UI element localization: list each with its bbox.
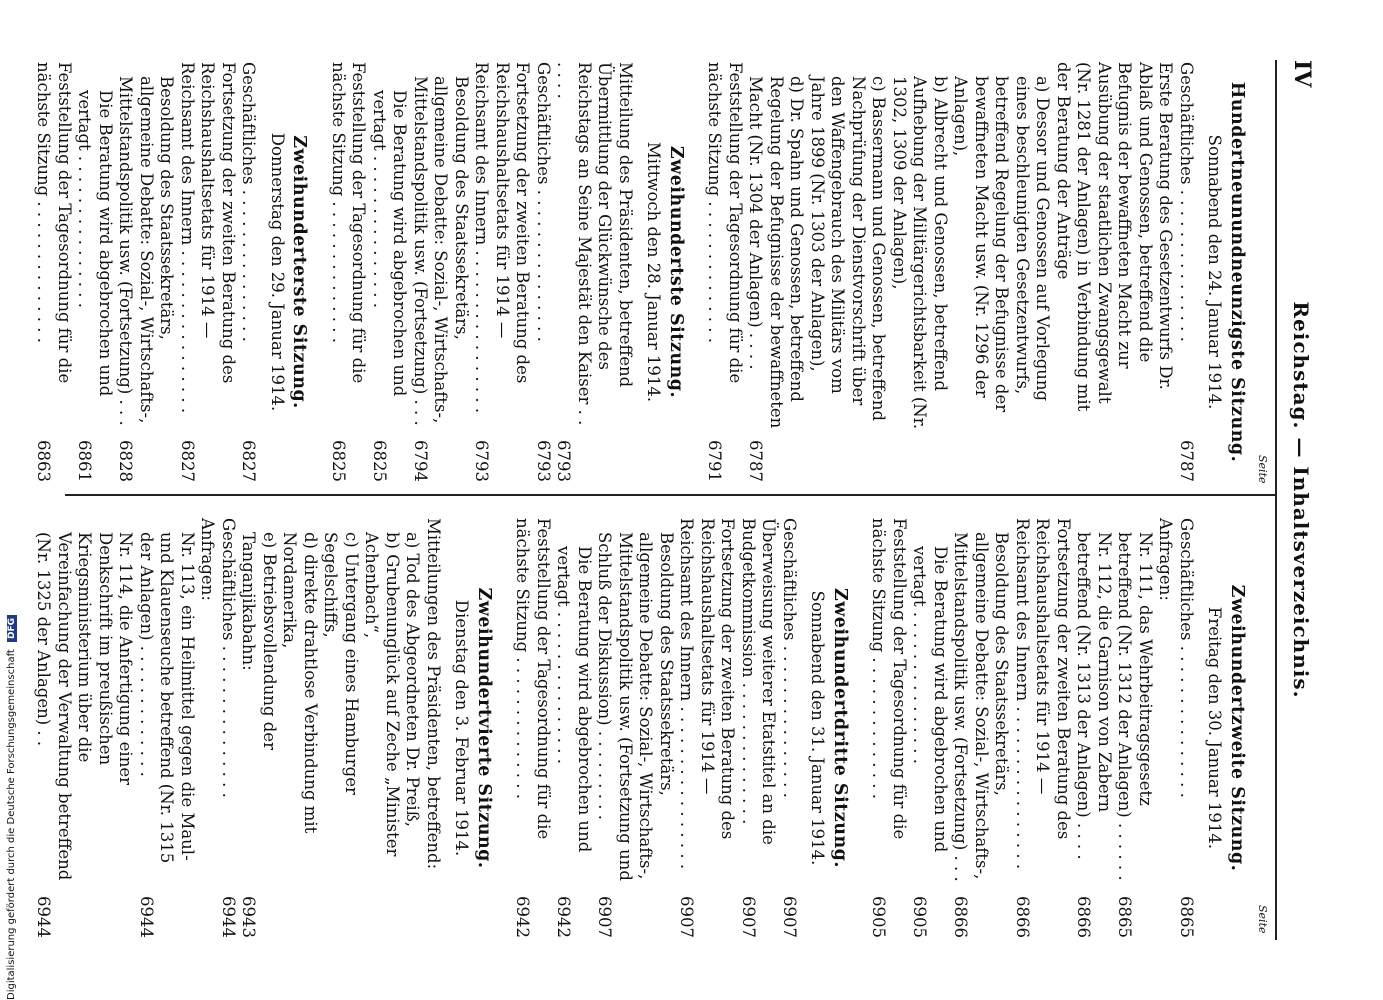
entry-text: Feststellung der Tagesordnung für die nächste Sitzung . . . . . . . . . . . . . . <box>869 518 909 840</box>
toc-entry <box>74 62 115 482</box>
toc-entry <box>471 62 533 482</box>
entry-page-number: 6905 <box>910 896 930 938</box>
entry-page-number: 6944 <box>34 896 54 938</box>
toc-entry <box>238 62 259 482</box>
entry-page-number: 6787 <box>1177 440 1196 482</box>
entry-text: Die Beratung wird abgebrochen und vertagt . . . . . . . . . . . . . . . <box>370 90 410 397</box>
toc-entry <box>177 62 239 482</box>
entry-page-number: 6907 <box>677 896 697 938</box>
entry-text: d) direkte drahtlose Verbindung mit Nordamerika, <box>280 532 320 834</box>
toc-entry <box>533 62 554 482</box>
toc-entry <box>238 518 279 938</box>
dfg-logo: DFG <box>7 615 17 642</box>
entry-text: Fortsetzung der zweiten Beratung des Reichshaushaltsetats für 1914 — Reichsamt des Innern . . . . . . . . . . . . . . . . <box>677 518 738 870</box>
entry-text: Nr. 111, das Wehrbeitragsgesetz betreffend (Nr. 1312 der Anlagen) . . . . . . <box>1115 532 1155 881</box>
toc-entry <box>950 518 1012 938</box>
entry-text: Besoldung des Staatssekretärs, allgemeine Debatte: Sozial-, Wirtschafts-, Mittelstandspolitik usw. (Fortsetzung) . . . <box>411 76 471 426</box>
entry-text: b) Grubenunglück auf Zeche „Minister Achenbach“, <box>362 532 402 857</box>
entry-page-number: 6863 <box>34 440 54 482</box>
session-block <box>328 62 687 482</box>
entry-page-number: 6787 <box>746 440 766 482</box>
entry-text: Geschäftliches . . . . . . . . . . . . . . . <box>239 62 259 342</box>
entry-page-number: 6907 <box>739 896 758 938</box>
entry-text: Geschäftliches . . . . . . . . . . . . . . . <box>219 518 238 798</box>
entry-page-number: 6866 <box>1013 896 1032 938</box>
entry-text: Geschäftliches . . . . . . . . . . . . . . . <box>1177 62 1196 342</box>
entry-text: a) Dessor und Genossen auf Vorlegung eines beschleunigten Gesetzentwurfs, betreffend Regelung der Befugnisse der bewaffneten Macht usw. (Nr. 1296 der Anlagen), <box>951 76 1053 413</box>
entry-text: Besoldung des Staatssekretärs, allgemeine Debatte: Sozial-, Wirtschafts-, Mittelstandspolitik usw. (Fortsetzung) . . . <box>116 76 177 426</box>
entry-text: Fortsetzung der zweiten Beratung des Reichshaushaltsetats für 1914 — Reichsamt des Innern . . . . . . . . . . . . . . . . <box>1013 518 1073 870</box>
entry-text: Geschäftliches . . . . . . . . . . . . . . . <box>1177 518 1196 798</box>
entry-text: Nr. 114, die Anfertigung einer Denkschrift im preußischen Kriegsministerium über die Vereinfachung der Verwaltung betreffend (Nr. 1325 der Anlagen) . . <box>34 532 136 881</box>
page-number: IV <box>1289 60 1315 88</box>
entry-page-number: 6793 <box>472 440 492 482</box>
entry-page-number: 6791 <box>705 440 725 482</box>
entry-text: d) Dr. Spahn und Genossen, betreffend Regelung der Befugnisse der bewaffneten Macht (Nr. 1304 der Anlagen) . . . . <box>746 76 807 429</box>
toc-entry <box>328 62 369 482</box>
toc-entry <box>738 518 779 938</box>
left-column <box>21 62 1265 482</box>
entry-text: b) Albrecht und Genossen, betreffend Aufhebung der Militärgerichtsbarkeit (Nr. 1302, 1309 der Anlagen), <box>890 76 950 430</box>
header-rule <box>1275 60 1277 940</box>
session-title: Zweihundertdritte Sitzung. <box>830 587 850 869</box>
entry-page-number: 6865 <box>1177 896 1196 938</box>
toc-entry <box>1176 518 1197 938</box>
session-block <box>704 62 1247 482</box>
toc-entry <box>33 62 74 482</box>
toc-entry <box>423 518 444 938</box>
seite-label-left: Seite <box>1256 455 1269 484</box>
entry-text: Feststellung der Tagesordnung für die nächste Sitzung . . . . . . . . . . . . . . <box>34 62 74 384</box>
toc-entry <box>950 62 1053 482</box>
entry-text: Fortsetzung der zweiten Beratung des Reichshaushaltsetats für 1914 — Reichsamt des Innern . . . . . . . . . . . . . . . . <box>178 62 238 414</box>
session-title: Zweihundertvierte Sitzung. <box>474 587 494 869</box>
toc-entry <box>1114 518 1155 938</box>
entry-page-number: 6905 <box>869 896 889 938</box>
rotated-sheet <box>34 0 1325 1000</box>
entry-page-number: 6861 <box>75 440 95 482</box>
entry-page-number: 6793 <box>534 440 553 482</box>
entry-text: Mitteilungen des Präsidenten, betreffend: <box>424 518 443 870</box>
toc-entry <box>369 62 410 482</box>
toc-entry <box>512 518 553 938</box>
toc-entry <box>745 62 807 482</box>
toc-entry <box>115 62 177 482</box>
toc-entry <box>594 518 676 938</box>
toc-entry <box>402 518 423 938</box>
entry-text: Geschäftliches . . . . . . . . . . . . . . . <box>780 518 799 798</box>
entry-text: a) Tod des Abgeordneten Dr. Preiß, <box>403 532 423 827</box>
entry-text: Geschäftliches . . . . . . . . . . . . . . . <box>534 62 553 342</box>
entry-text: Nr. 113, ein Heilmittel gegen die Maul- und Klauenseuche betreffend (Nr. 1315 der Anlagen) . . . . . . . . . . . . . <box>137 532 197 864</box>
toc-entry <box>676 518 738 938</box>
toc-entry <box>909 518 950 938</box>
entry-text: c) Untergang eines Hamburger Segelschiffs, <box>321 532 361 795</box>
entry-page-number: 6907 <box>595 896 615 938</box>
toc-entry <box>136 518 198 938</box>
toc-entry <box>704 62 745 482</box>
page-header <box>1281 60 1317 940</box>
session-date: Sonnabend den 24. Januar 1914. <box>1205 134 1225 410</box>
toc-entry <box>1176 62 1197 482</box>
entry-text: Mitteilung des Präsidenten, betreffend Übermittlung der Glückwünsche des Reichstags an Seine Majestät den Kaiser . . . . . . <box>554 62 635 426</box>
toc-entry <box>1155 518 1176 938</box>
toc-entry <box>279 518 320 938</box>
session-block <box>512 518 850 938</box>
entry-page-number: 6944 <box>219 896 238 938</box>
entry-page-number: 6825 <box>329 440 348 482</box>
page-title: Reichstag. — Inhaltsverzeichnis. <box>1289 301 1313 699</box>
entry-page-number: 6944 <box>137 896 156 938</box>
entry-page-number: 6825 <box>370 440 389 482</box>
session-date: Mittwoch den 28. Januar 1914. <box>644 141 664 403</box>
entry-page-number: 6827 <box>239 440 259 482</box>
entry-page-number: 6828 <box>116 440 136 482</box>
entry-text: Feststellung der Tagesordnung für die nächste Sitzung . . . . . . . . . . . . . . <box>329 62 369 384</box>
entry-text: Fortsetzung der zweiten Beratung des Reichshaushaltsetats für 1914 — Reichsamt des Innern . . . . . . . . . . . . . . . . <box>472 62 533 414</box>
entry-text: Die Beratung wird abgebrochen und vertagt . . . . . . . . . . . . . . . <box>554 546 594 853</box>
session-block <box>33 62 310 482</box>
entry-page-number: 6866 <box>1074 896 1094 938</box>
toc-entry <box>779 518 800 938</box>
entry-text: Überweisung weiterer Etatstitel an die Budgetkommission . . . . . . . . . . . . . . <box>739 518 779 845</box>
seite-label-right: Seite <box>1256 905 1269 934</box>
session-title: Zweihundertste Sitzung. <box>666 145 686 399</box>
entry-text: Feststellung der Tagesordnung für die nächste Sitzung . . . . . . . . . . . . . . <box>705 62 745 384</box>
entry-text: Nr. 112, die Garnison von Zabern betreffend (Nr. 1313 der Anlagen) . . . . <box>1074 532 1114 860</box>
entry-page-number: 6794 <box>411 440 430 482</box>
entry-page-number: 6866 <box>951 896 971 938</box>
entry-text: Erste Beratung des Gesetzentwurfs Dr. Ablaß und Genossen, betreffend die Befugnis der bewaffneten Macht zur Ausübung der staatlichen Zwangsgewalt (Nr. 1281 der Anlagen) in Verbindung mit der Beratung der Anträge <box>1054 62 1176 412</box>
toc-entry <box>1053 62 1176 482</box>
column-divider <box>65 494 1275 496</box>
session-date: Freitag den 30. Januar 1914. <box>1205 606 1225 850</box>
session-date: Donnerstag den 29. Januar 1914. <box>268 132 287 412</box>
entry-text: Die Beratung wird abgebrochen und vertagt . . . . . . . . . . . . . . . <box>910 546 950 853</box>
toc-entry <box>553 62 635 482</box>
session-title: Zweihundertzweite Sitzung. <box>1227 584 1247 872</box>
entry-text: Besoldung des Staatssekretärs, allgemeine Debatte: Sozial-, Wirtschafts-, Mittelstandspolitik usw. (Fortsetzung und Schluß der Diskussion) . . . . . . . . . <box>595 532 676 881</box>
entry-text: Anfragen: <box>1156 518 1176 601</box>
session-date: Dienstag den 3. Februar 1914. <box>452 599 472 857</box>
entry-page-number: 6942 <box>513 896 533 938</box>
entry-text: Die Beratung wird abgebrochen und vertagt . . . . . . . . . . . . . . . <box>75 90 115 397</box>
entry-page-number: 6793 <box>554 440 574 482</box>
entry-text: e) Betriebsvollendung der Tanganjikabahn: <box>239 532 279 750</box>
entry-text: Anfragen: <box>198 518 218 601</box>
entry-text: Besoldung des Staatssekretärs, allgemeine Debatte: Sozial-, Wirtschafts-, Mittelstandspolitik usw. (Fortsetzung) . . . <box>951 532 1012 882</box>
toc-entry <box>1012 518 1074 938</box>
entry-page-number: 6865 <box>1115 896 1135 938</box>
digitization-credit <box>6 0 20 1000</box>
session-block <box>33 518 494 938</box>
entry-page-number: 6907 <box>780 896 799 938</box>
toc-entry <box>553 518 594 938</box>
toc-entry <box>1073 518 1114 938</box>
toc-entry <box>889 62 951 482</box>
session-title: Hundertneunundneunzigste Sitzung. <box>1227 81 1247 463</box>
right-column <box>21 518 1265 938</box>
session-date: Sonnabend den 31. Januar 1914. <box>808 590 828 866</box>
session-block <box>868 518 1247 938</box>
entry-text: c) Bassermann und Genossen, betreffend Nachprüfung der Dienstvorschrift über den Waffengebrauch des Militärs vom Jahre 1899 (Nr. 1303 der Anlagen), <box>808 76 889 422</box>
entry-page-number: 6943 <box>239 896 259 938</box>
toc-entry <box>197 518 218 938</box>
toc-entry <box>320 518 361 938</box>
entry-page-number: 6942 <box>554 896 574 938</box>
session-title: Zweihunderterste Sitzung. <box>289 135 310 409</box>
toc-entry <box>361 518 402 938</box>
toc-entry <box>868 518 909 938</box>
toc-entry <box>33 518 136 938</box>
toc-entry <box>807 62 889 482</box>
toc-entry <box>218 518 239 938</box>
toc-entry <box>410 62 472 482</box>
credit-text: Digitalisierung gefördert durch die Deutsche Forschungsgemeinschaft <box>6 649 17 1000</box>
entry-text: Feststellung der Tagesordnung für die nächste Sitzung . . . . . . . . . . . . . . <box>513 518 553 840</box>
entry-page-number: 6827 <box>178 440 197 482</box>
